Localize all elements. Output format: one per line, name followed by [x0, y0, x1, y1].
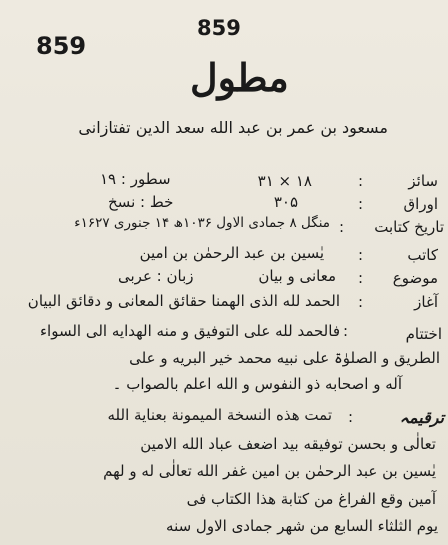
- colophon-line: تعالٰی و بحسن توفیقه بید اضعف عباد الله الامین: [140, 435, 436, 453]
- colophon-line: یوم الثلثاء السابع من شهر جمادی الاول سنه: [166, 517, 438, 535]
- label-ending: اختتام: [405, 325, 442, 343]
- value-size: ۳۱ × ۱۸: [257, 172, 312, 190]
- value-scribe: یٰسین بن عبد الرحمٰن بن امین: [139, 244, 324, 262]
- ending-line: الطریق و الصلوٰۃ علی نبیه محمد خیر البریه و علی: [129, 349, 440, 367]
- value-lines: سطور : ۱۹: [100, 170, 171, 188]
- label-size: سائز: [408, 172, 438, 190]
- manuscript-title: مطول: [190, 55, 289, 100]
- ending-line: آله و اصحابه ذو النفوس و الله اعلم بالصواب ۔: [112, 375, 402, 393]
- colon: :: [343, 322, 349, 340]
- value-language: زبان : عربی: [118, 267, 194, 285]
- page-number-left: 859: [36, 32, 87, 60]
- colophon-line: آمین وقع الفراغ من کتابة هذا الکتاب فی: [186, 490, 436, 508]
- colon: :: [358, 246, 364, 264]
- colon: :: [358, 172, 364, 190]
- label-beginning: آغاز: [414, 293, 438, 311]
- colon: :: [348, 408, 354, 426]
- label-colophon: ترقیمہ: [399, 408, 444, 427]
- colon: :: [339, 218, 345, 236]
- value-pages: ۳۰۵: [273, 193, 298, 211]
- label-subject: موضوع: [392, 269, 438, 287]
- colon: :: [358, 195, 364, 213]
- colophon-line: تمت هذه النسخة المیمونة بعنایة الله: [107, 406, 332, 424]
- value-script: خط : نسخ: [108, 193, 174, 211]
- colophon-line: یٰسین بن عبد الرحمٰن بن امین غفر الله تعالٰی له و لهم: [103, 462, 436, 480]
- ending-line: فالحمد لله علی التوفیق و منه الهدایه الی السواء: [40, 322, 340, 340]
- label-pages: اوراق: [403, 195, 438, 213]
- value-date: منگل ۸ جمادی الاول ۱۰۳۶ھ ۱۴ جنوری ۱۶۲۷ء: [74, 215, 330, 231]
- label-scribe: کاتب: [407, 246, 438, 264]
- author-name: مسعود بن عمر بن عبد الله سعد الدین تفتازانی: [78, 118, 388, 137]
- value-beginning: الحمد لله الذی الهمنا حقائق المعانی و دقائق البیان: [27, 292, 340, 310]
- value-subject: معانی و بیان: [258, 267, 336, 285]
- label-date: تاریخ کتابت: [374, 218, 444, 236]
- colon: :: [358, 269, 364, 287]
- colon: :: [358, 293, 364, 311]
- page-number-top: 859: [197, 16, 241, 40]
